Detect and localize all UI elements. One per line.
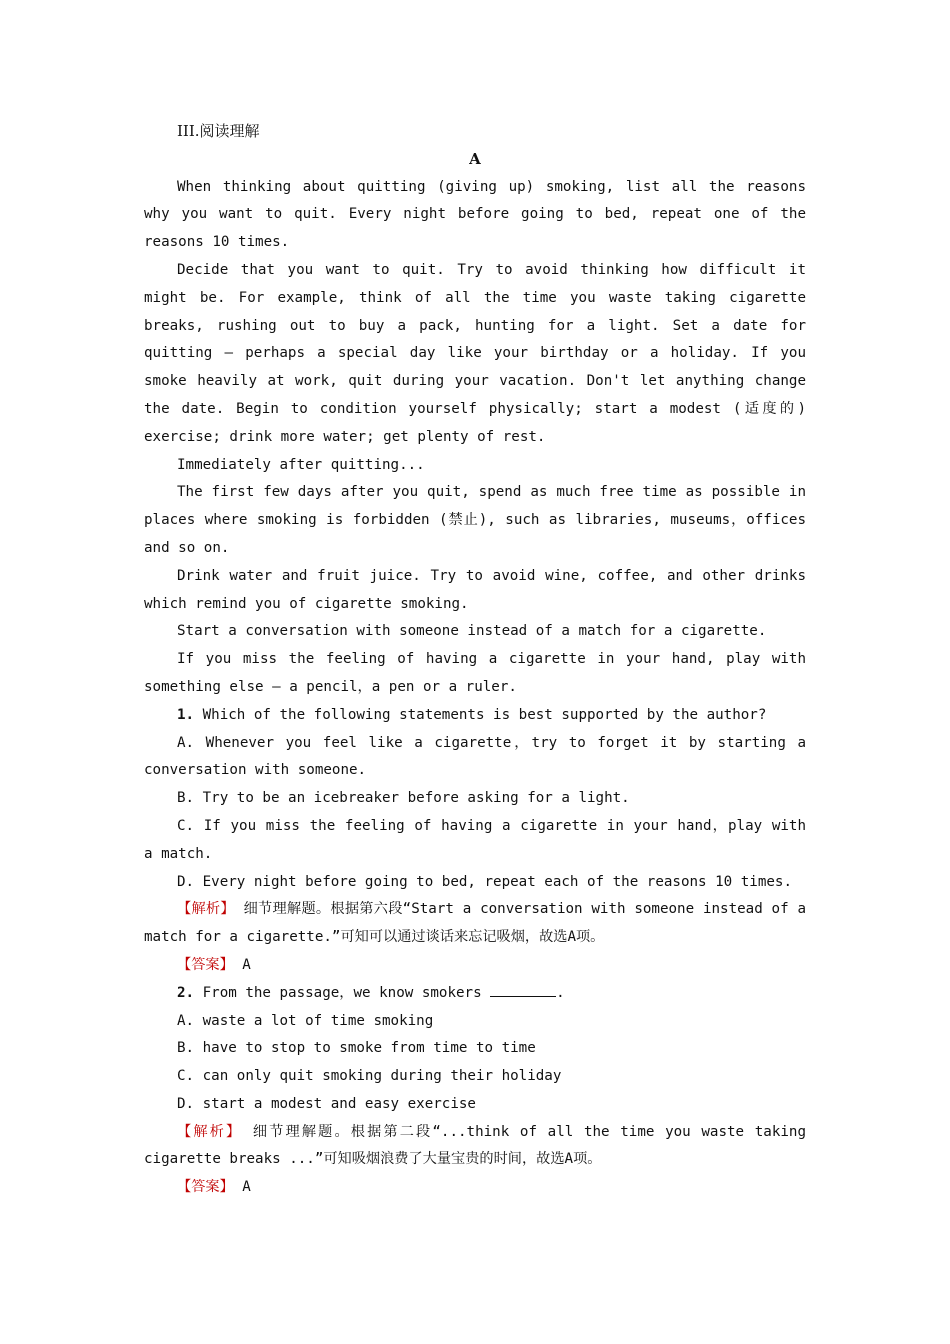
paragraph: The first few days after you quit, spend as much free time as possible in places where smoking is forbidden (禁止), such as libraries, museums，offices and so on. bbox=[144, 484, 806, 556]
option-d: D. start a modest and easy exercise bbox=[177, 1095, 476, 1112]
paragraph: Start a conversation with someone instead of a match for a cigarette. bbox=[177, 623, 767, 640]
analysis-text: 细节理解题。根据第二段“...think of all the time you waste taking cigarette breaks ...”可知吸烟浪费了大量宝贵的时间，故选A项。 bbox=[144, 1123, 806, 1168]
answer-text: A bbox=[233, 1179, 251, 1196]
question-number: 2. bbox=[177, 984, 195, 1001]
option-b: B. Try to be an icebreaker before asking for a light. bbox=[177, 790, 630, 807]
option-b: B. have to stop to smoke from time to time bbox=[177, 1040, 536, 1057]
answer-tag: 【答案】 bbox=[177, 1179, 234, 1196]
answer-text: A bbox=[233, 956, 251, 973]
option-a: A. waste a lot of time smoking bbox=[177, 1012, 434, 1029]
question-stem: From the passage，we know smokers bbox=[194, 984, 491, 1001]
analysis-1 bbox=[144, 896, 806, 952]
option-a: A. Whenever you feel like a cigarette，try to forget it by starting a conversation with someone. bbox=[144, 734, 806, 779]
paragraph: If you miss the feeling of having a cigarette in your hand, play with something else — a pencil，a pen or a ruler. bbox=[144, 651, 806, 695]
option-c: C. can only quit smoking during their holiday bbox=[177, 1068, 562, 1085]
answer-blank bbox=[490, 980, 556, 997]
answer-2 bbox=[144, 1174, 806, 1202]
section-title: III.阅读理解 bbox=[177, 122, 260, 140]
analysis-2 bbox=[144, 1119, 806, 1175]
option-d: D. Every night before going to bed, repeat each of the reasons 10 times. bbox=[177, 873, 792, 890]
analysis-tag: 【解析】 bbox=[177, 901, 235, 918]
analysis-tag: 【解析】 bbox=[177, 1123, 243, 1140]
answer-tag: 【答案】 bbox=[177, 956, 234, 973]
question-stem: Which of the following statements is best supported by the author? bbox=[194, 706, 767, 723]
question-stem-end: . bbox=[556, 984, 565, 1001]
paragraph: Immediately after quitting... bbox=[177, 456, 425, 473]
option-c: C. If you miss the feeling of having a cigarette in your hand，play with a match. bbox=[144, 817, 806, 862]
paragraph: Drink water and fruit juice. Try to avoid wine, coffee, and other drinks which remind you of cigarette smoking. bbox=[144, 567, 806, 612]
passage-label: A bbox=[469, 149, 481, 168]
question-number: 1. bbox=[177, 706, 195, 723]
paragraph: Decide that you want to quit. Try to avoid thinking how difficult it might be. For example, think of all the time you waste taking cigarette breaks, rushing out to buy a pack, hunting for a light. Set a date for quitting — perhaps a special day like your birthday or a holiday. If you smoke heavily at work, quit during your vacation. Don't let anything change the date. Begin to condition yourself physically; start a modest (适度的) exercise; drink more water; get plenty of rest. bbox=[144, 261, 806, 445]
answer-1 bbox=[144, 952, 806, 980]
paragraph: When thinking about quitting (giving up) smoking, list all the reasons why you want to quit. Every night before going to bed, repeat one of the reasons 10 times. bbox=[144, 178, 806, 251]
document-page bbox=[144, 118, 806, 1202]
question-1 bbox=[144, 702, 806, 730]
question-2 bbox=[144, 980, 806, 1008]
analysis-text: 细节理解题。根据第六段“Start a conversation with someone instead of a match for a cigarette.”可知可以通过谈话来忘记吸烟，故选A项。 bbox=[144, 901, 806, 946]
